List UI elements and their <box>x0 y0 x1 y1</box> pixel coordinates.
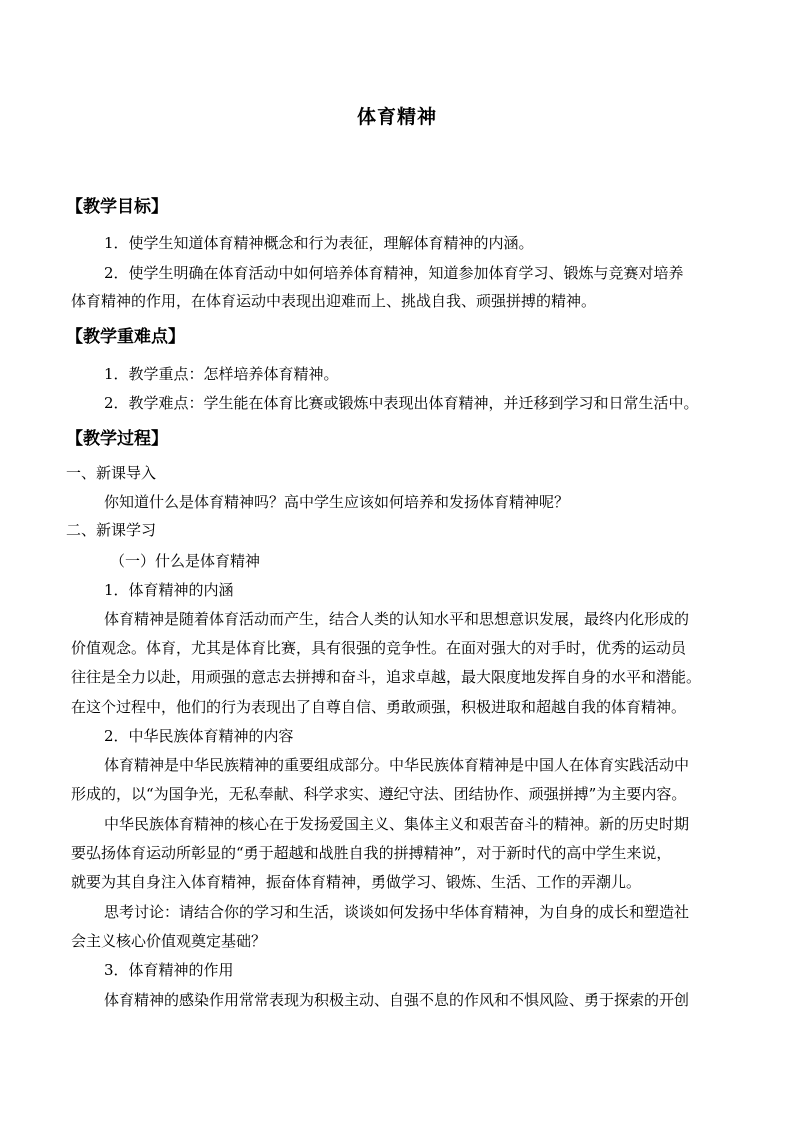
point-1-line-3: 往往是全力以赴，用顽强的意志去拼搏和奋斗，追求卓越，最大限度地发挥自身的水平和潜能。 <box>71 668 702 686</box>
document-title: 体育精神 <box>356 106 437 128</box>
goals-item-2-line-1: 2．使学生明确在体育活动中如何培养体育精神，知道参加体育学习、锻炼与竞赛对培养 <box>104 264 684 282</box>
point-2-title: 2．中华民族体育精神的内容 <box>104 727 294 745</box>
point-2-line-6: 思考讨论：请结合你的学习和生活，谈谈如何发扬中华体育精神，为自身的成长和塑造社 <box>104 903 690 921</box>
process-part-1-title: 一、新课导入 <box>66 464 157 482</box>
point-2-line-2: 形成的，以“为国争光，无私奉献、科学求实、遵纪守法、团结协作、顽强拼搏”为主要内容。 <box>71 785 687 803</box>
point-1-title: 1．体育精神的内涵 <box>104 581 234 599</box>
section-heading-goals: 【教学目标】 <box>66 197 168 217</box>
process-part-2-title: 二、新课学习 <box>66 521 157 539</box>
process-part-1-text: 你知道什么是体育精神吗？高中学生应该如何培养和发扬体育精神呢？ <box>104 493 570 511</box>
point-2-line-4: 要弘扬体育运动所彰显的“勇于超越和战胜自我的拼搏精神”，对于新时代的高中学生来说， <box>71 844 672 862</box>
point-3-title: 3．体育精神的作用 <box>104 961 234 979</box>
point-1-line-1: 体育精神是随着体育活动而产生，结合人类的认知水平和思想意识发展，最终内化形成的 <box>104 610 690 628</box>
point-3-line-1: 体育精神的感染作用常常表现为积极主动、自强不息的作风和不惧风险、勇于探索的开创 <box>104 991 690 1009</box>
point-2-line-3: 中华民族体育精神的核心在于发扬爱国主义、集体主义和艰苦奋斗的精神。新的历史时期 <box>104 815 690 833</box>
process-sub-1-title: （一）什么是体育精神 <box>110 552 261 570</box>
key-points-item-2: 2．教学难点：学生能在体育比赛或锻炼中表现出体育精神，并迁移到学习和日常生活中。 <box>104 394 699 412</box>
section-heading-key-points: 【教学重难点】 <box>66 327 185 347</box>
point-2-line-1: 体育精神是中华民族精神的重要组成部分。中华民族体育精神是中国人在体育实践活动中 <box>104 756 690 774</box>
point-2-line-7: 会主义核心价值观奠定基础？ <box>71 932 267 950</box>
key-points-item-1: 1．教学重点：怎样培养体育精神。 <box>104 365 339 383</box>
goals-item-1: 1．使学生知道体育精神概念和行为表征，理解体育精神的内涵。 <box>104 234 534 252</box>
section-heading-process: 【教学过程】 <box>66 429 168 449</box>
point-1-line-2: 价值观念。体育，尤其是体育比赛，具有很强的竞争性。在面对强大的对手时，优秀的运动员 <box>71 639 687 657</box>
point-1-line-4: 在这个过程中，他们的行为表现出了自尊自信、勇敢顽强，积极进取和超越自我的体育精神。 <box>71 698 687 716</box>
point-2-line-5: 就要为其自身注入体育精神，振奋体育精神，勇做学习、锻炼、生活、工作的弄潮儿。 <box>71 873 642 891</box>
goals-item-2-line-2: 体育精神的作用，在体育运动中表现出迎难而上、挑战自我、顽强拼搏的精神。 <box>71 292 597 310</box>
